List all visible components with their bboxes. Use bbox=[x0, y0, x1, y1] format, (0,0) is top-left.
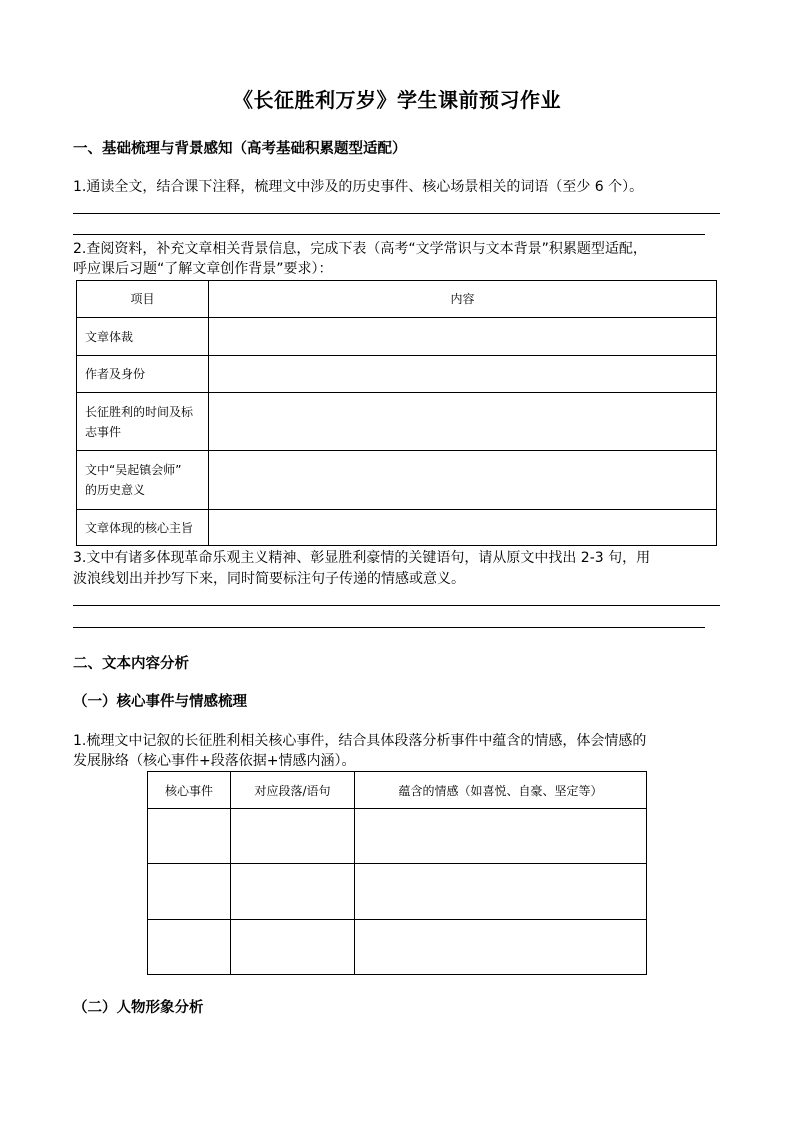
answer-line[interactable] bbox=[73, 605, 720, 606]
answer-cell[interactable] bbox=[148, 864, 231, 920]
question-2-text-line1: 2.查阅资料，补充文章相关背景信息，完成下表（高考“文学常识与文本背景”积累题型适配， bbox=[73, 241, 647, 257]
table-header-item: 项目 bbox=[77, 281, 209, 318]
table-header-paragraph: 对应段落/语句 bbox=[231, 772, 355, 809]
answer-cell[interactable] bbox=[209, 356, 717, 393]
section2-heading: 二、文本内容分析 bbox=[73, 656, 189, 672]
row-label: 文章体裁 bbox=[77, 318, 209, 356]
table-header-emotion: 蕴含的情感（如喜悦、自豪、坚定等） bbox=[355, 772, 647, 809]
answer-line[interactable] bbox=[73, 234, 705, 235]
answer-cell[interactable] bbox=[355, 864, 647, 920]
subsection1-heading: （一）核心事件与情感梳理 bbox=[73, 694, 247, 710]
question-3-text-line2: 波浪线划出并抄写下来，同时简要标注句子传递的情感或意义。 bbox=[73, 571, 465, 587]
subsection2-heading: （二）人物形象分析 bbox=[73, 1000, 204, 1016]
page-title: 《长征胜利万岁》学生课前预习作业 bbox=[233, 88, 561, 112]
row-label: 文中“吴起镇会师” 的历史意义 bbox=[77, 451, 209, 510]
table-row bbox=[77, 510, 717, 546]
row-label: 长征胜利的时间及标 志事件 bbox=[77, 393, 209, 451]
row-label: 文章体现的核心主旨 bbox=[77, 510, 209, 546]
table-header-core-event: 核心事件 bbox=[148, 772, 231, 809]
background-info-table bbox=[76, 280, 717, 546]
table-header-content: 内容 bbox=[209, 281, 717, 318]
table-row bbox=[148, 809, 647, 864]
answer-line[interactable] bbox=[73, 213, 720, 214]
table-row bbox=[77, 318, 717, 356]
answer-line[interactable] bbox=[73, 627, 705, 628]
answer-cell[interactable] bbox=[231, 864, 355, 920]
answer-cell[interactable] bbox=[209, 510, 717, 546]
question-1-text: 1.通读全文，结合课下注释，梳理文中涉及的历史事件、核心场景相关的词语（至少 6 个）。 bbox=[73, 179, 644, 195]
question-2-text-line2: 呼应课后习题“了解文章创作背景”要求）： bbox=[73, 261, 333, 277]
answer-cell[interactable] bbox=[355, 920, 647, 975]
section2-question-1-line2: 发展脉络（核心事件+段落依据+情感内涵）。 bbox=[73, 753, 356, 769]
answer-cell[interactable] bbox=[209, 393, 717, 451]
answer-cell[interactable] bbox=[209, 451, 717, 510]
section2-question-1-line1: 1.梳理文中记叙的长征胜利相关核心事件，结合具体段落分析事件中蕴含的情感，体会情感的 bbox=[73, 733, 647, 749]
section1-heading: 一、基础梳理与背景感知（高考基础积累题型适配） bbox=[73, 141, 407, 157]
table-row bbox=[77, 451, 717, 510]
answer-cell[interactable] bbox=[148, 809, 231, 864]
table-row bbox=[77, 393, 717, 451]
table-row bbox=[77, 356, 717, 393]
question-3-text-line1: 3.文中有诸多体现革命乐观主义精神、彰显胜利豪情的关键语句，请从原文中找出 2-3 句，用 bbox=[73, 550, 651, 566]
answer-cell[interactable] bbox=[231, 809, 355, 864]
answer-cell[interactable] bbox=[231, 920, 355, 975]
table-row bbox=[148, 864, 647, 920]
answer-cell[interactable] bbox=[209, 318, 717, 356]
row-label: 作者及身份 bbox=[77, 356, 209, 393]
answer-cell[interactable] bbox=[355, 809, 647, 864]
core-events-table bbox=[147, 771, 647, 975]
table-row bbox=[148, 920, 647, 975]
answer-cell[interactable] bbox=[148, 920, 231, 975]
